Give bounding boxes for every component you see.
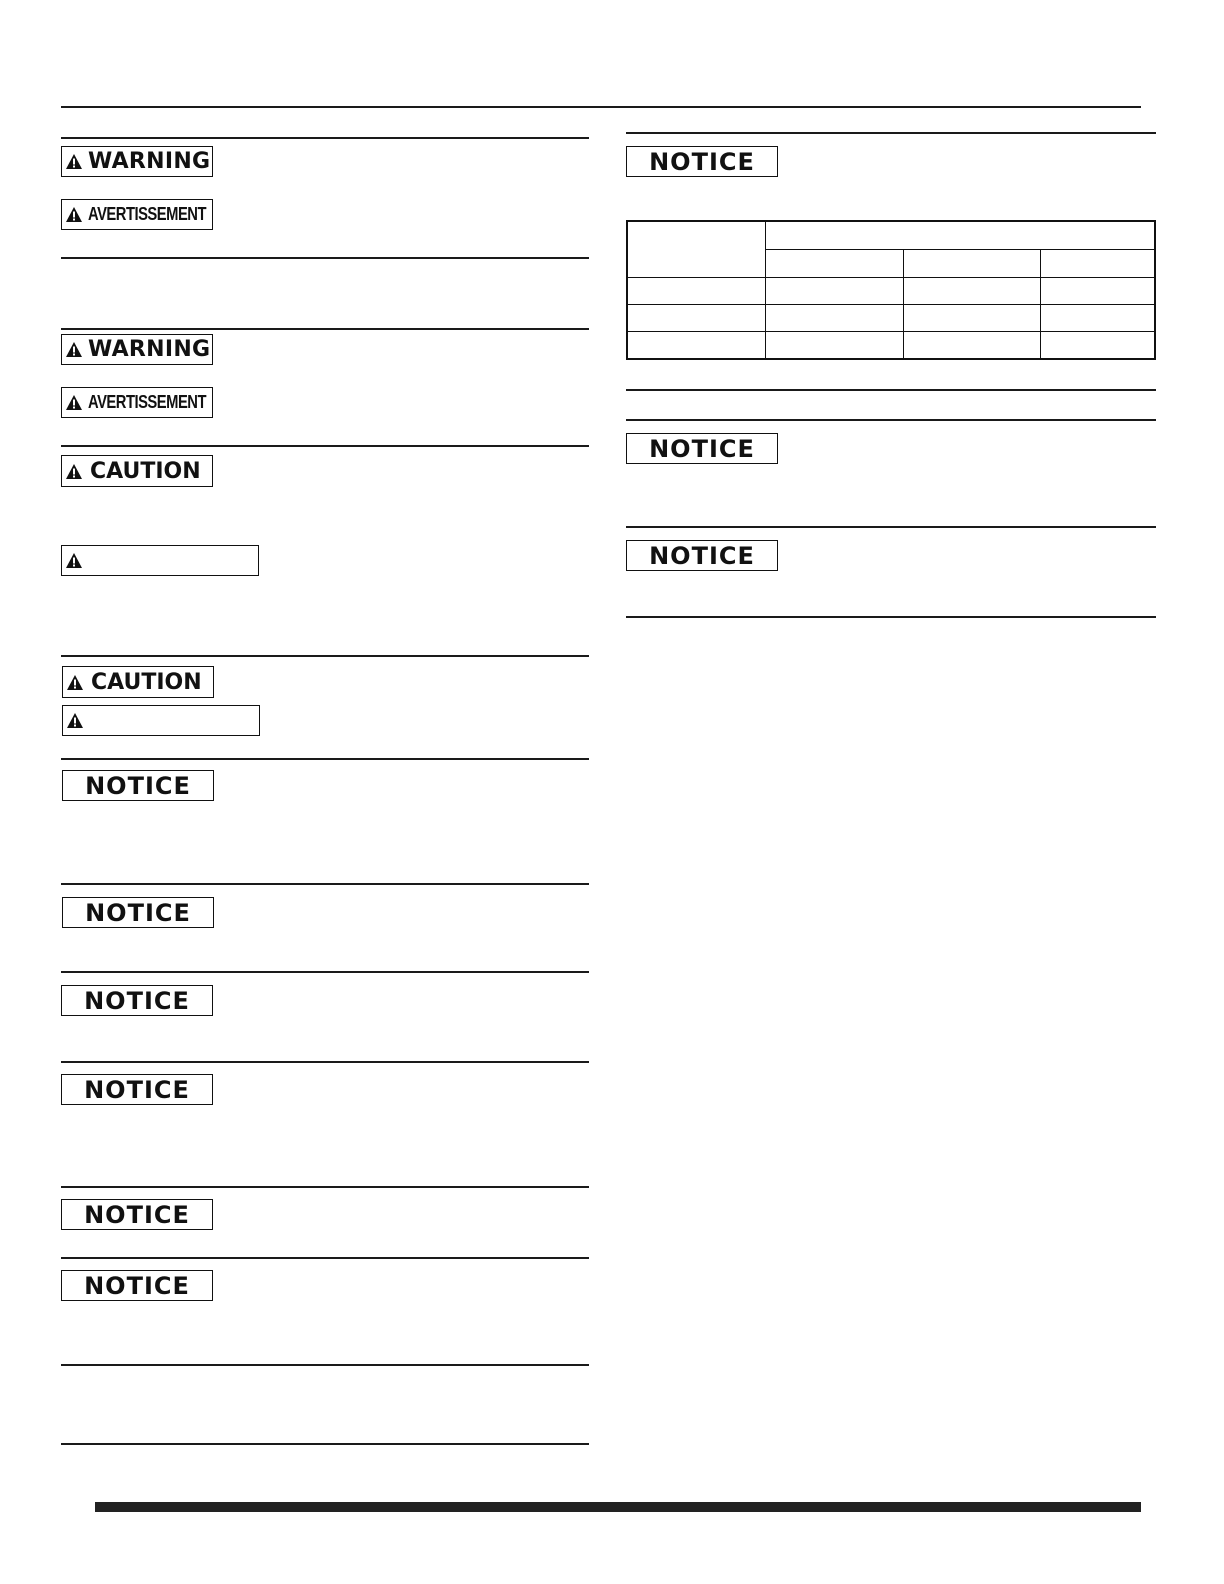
caution-text: CAUTION	[91, 669, 202, 695]
warning-text: WARNING	[88, 149, 211, 174]
section-divider	[626, 389, 1156, 391]
notice-label	[62, 770, 214, 801]
section-divider	[61, 1257, 589, 1259]
notice-text: NOTICE	[649, 434, 755, 463]
warning-triangle-icon	[65, 341, 83, 358]
notice-text: NOTICE	[84, 1271, 190, 1300]
blank-alert-label	[61, 545, 259, 576]
table-cell	[904, 278, 1041, 305]
notice-label	[61, 985, 213, 1016]
table-cell	[904, 305, 1041, 332]
table-cell	[766, 278, 904, 305]
table-header-cell	[766, 250, 904, 278]
section-divider	[626, 616, 1156, 618]
warning-text: WARNING	[88, 337, 211, 362]
table-row	[627, 278, 1155, 305]
notice-text: NOTICE	[85, 898, 191, 927]
section-divider	[61, 1061, 589, 1063]
notice-label	[626, 540, 778, 571]
section-divider	[626, 419, 1156, 421]
avertissement-text: AVERTISSEMENT	[88, 204, 206, 224]
warning-triangle-icon	[65, 206, 83, 223]
notice-label	[61, 1074, 213, 1105]
table-header-cell	[627, 221, 766, 278]
section-divider	[61, 445, 589, 447]
notice-text: NOTICE	[649, 541, 755, 570]
table-header-cell	[766, 221, 1156, 250]
table-cell	[627, 278, 766, 305]
footer-bar	[95, 1502, 1141, 1512]
table-cell	[904, 332, 1041, 360]
section-divider	[61, 257, 589, 259]
section-divider	[61, 1186, 589, 1188]
section-divider	[626, 132, 1156, 134]
table-cell	[1041, 332, 1156, 360]
warning-triangle-icon	[65, 394, 83, 411]
warning-label	[61, 146, 213, 177]
notice-label	[626, 433, 778, 464]
notice-text: NOTICE	[84, 986, 190, 1015]
table-cell	[766, 305, 904, 332]
section-divider	[61, 328, 589, 330]
table-cell	[766, 332, 904, 360]
notice-text: NOTICE	[84, 1200, 190, 1229]
spec-table	[626, 220, 1156, 360]
notice-label	[61, 1199, 213, 1230]
warning-triangle-icon	[66, 674, 84, 691]
section-divider	[61, 1364, 589, 1366]
table-cell	[1041, 278, 1156, 305]
warning-label	[61, 334, 213, 365]
table-header-row	[627, 221, 1155, 250]
avertissement-label	[61, 199, 213, 230]
section-divider	[61, 1443, 589, 1445]
header-rule	[61, 106, 1141, 108]
warning-triangle-icon	[66, 712, 84, 729]
section-divider	[61, 758, 589, 760]
warning-triangle-icon	[65, 463, 83, 480]
table-cell	[627, 305, 766, 332]
notice-label	[61, 1270, 213, 1301]
avertissement-label	[61, 387, 213, 418]
table-row	[627, 332, 1155, 360]
notice-text: NOTICE	[649, 147, 755, 176]
table-header-cell	[904, 250, 1041, 278]
section-divider	[61, 971, 589, 973]
table-row	[627, 305, 1155, 332]
section-divider	[61, 883, 589, 885]
section-divider	[61, 655, 589, 657]
notice-label	[626, 146, 778, 177]
caution-text: CAUTION	[90, 458, 201, 484]
warning-triangle-icon	[65, 552, 83, 569]
table-cell	[1041, 305, 1156, 332]
notice-text: NOTICE	[84, 1075, 190, 1104]
warning-triangle-icon	[65, 153, 83, 170]
avertissement-text: AVERTISSEMENT	[88, 392, 206, 412]
blank-alert-label	[62, 705, 260, 736]
section-divider	[61, 137, 589, 139]
notice-label	[62, 897, 214, 928]
section-divider	[626, 526, 1156, 528]
notice-text: NOTICE	[85, 771, 191, 800]
caution-label	[62, 666, 214, 698]
table-header-cell	[1041, 250, 1156, 278]
caution-label	[61, 455, 213, 487]
table-cell	[627, 332, 766, 360]
